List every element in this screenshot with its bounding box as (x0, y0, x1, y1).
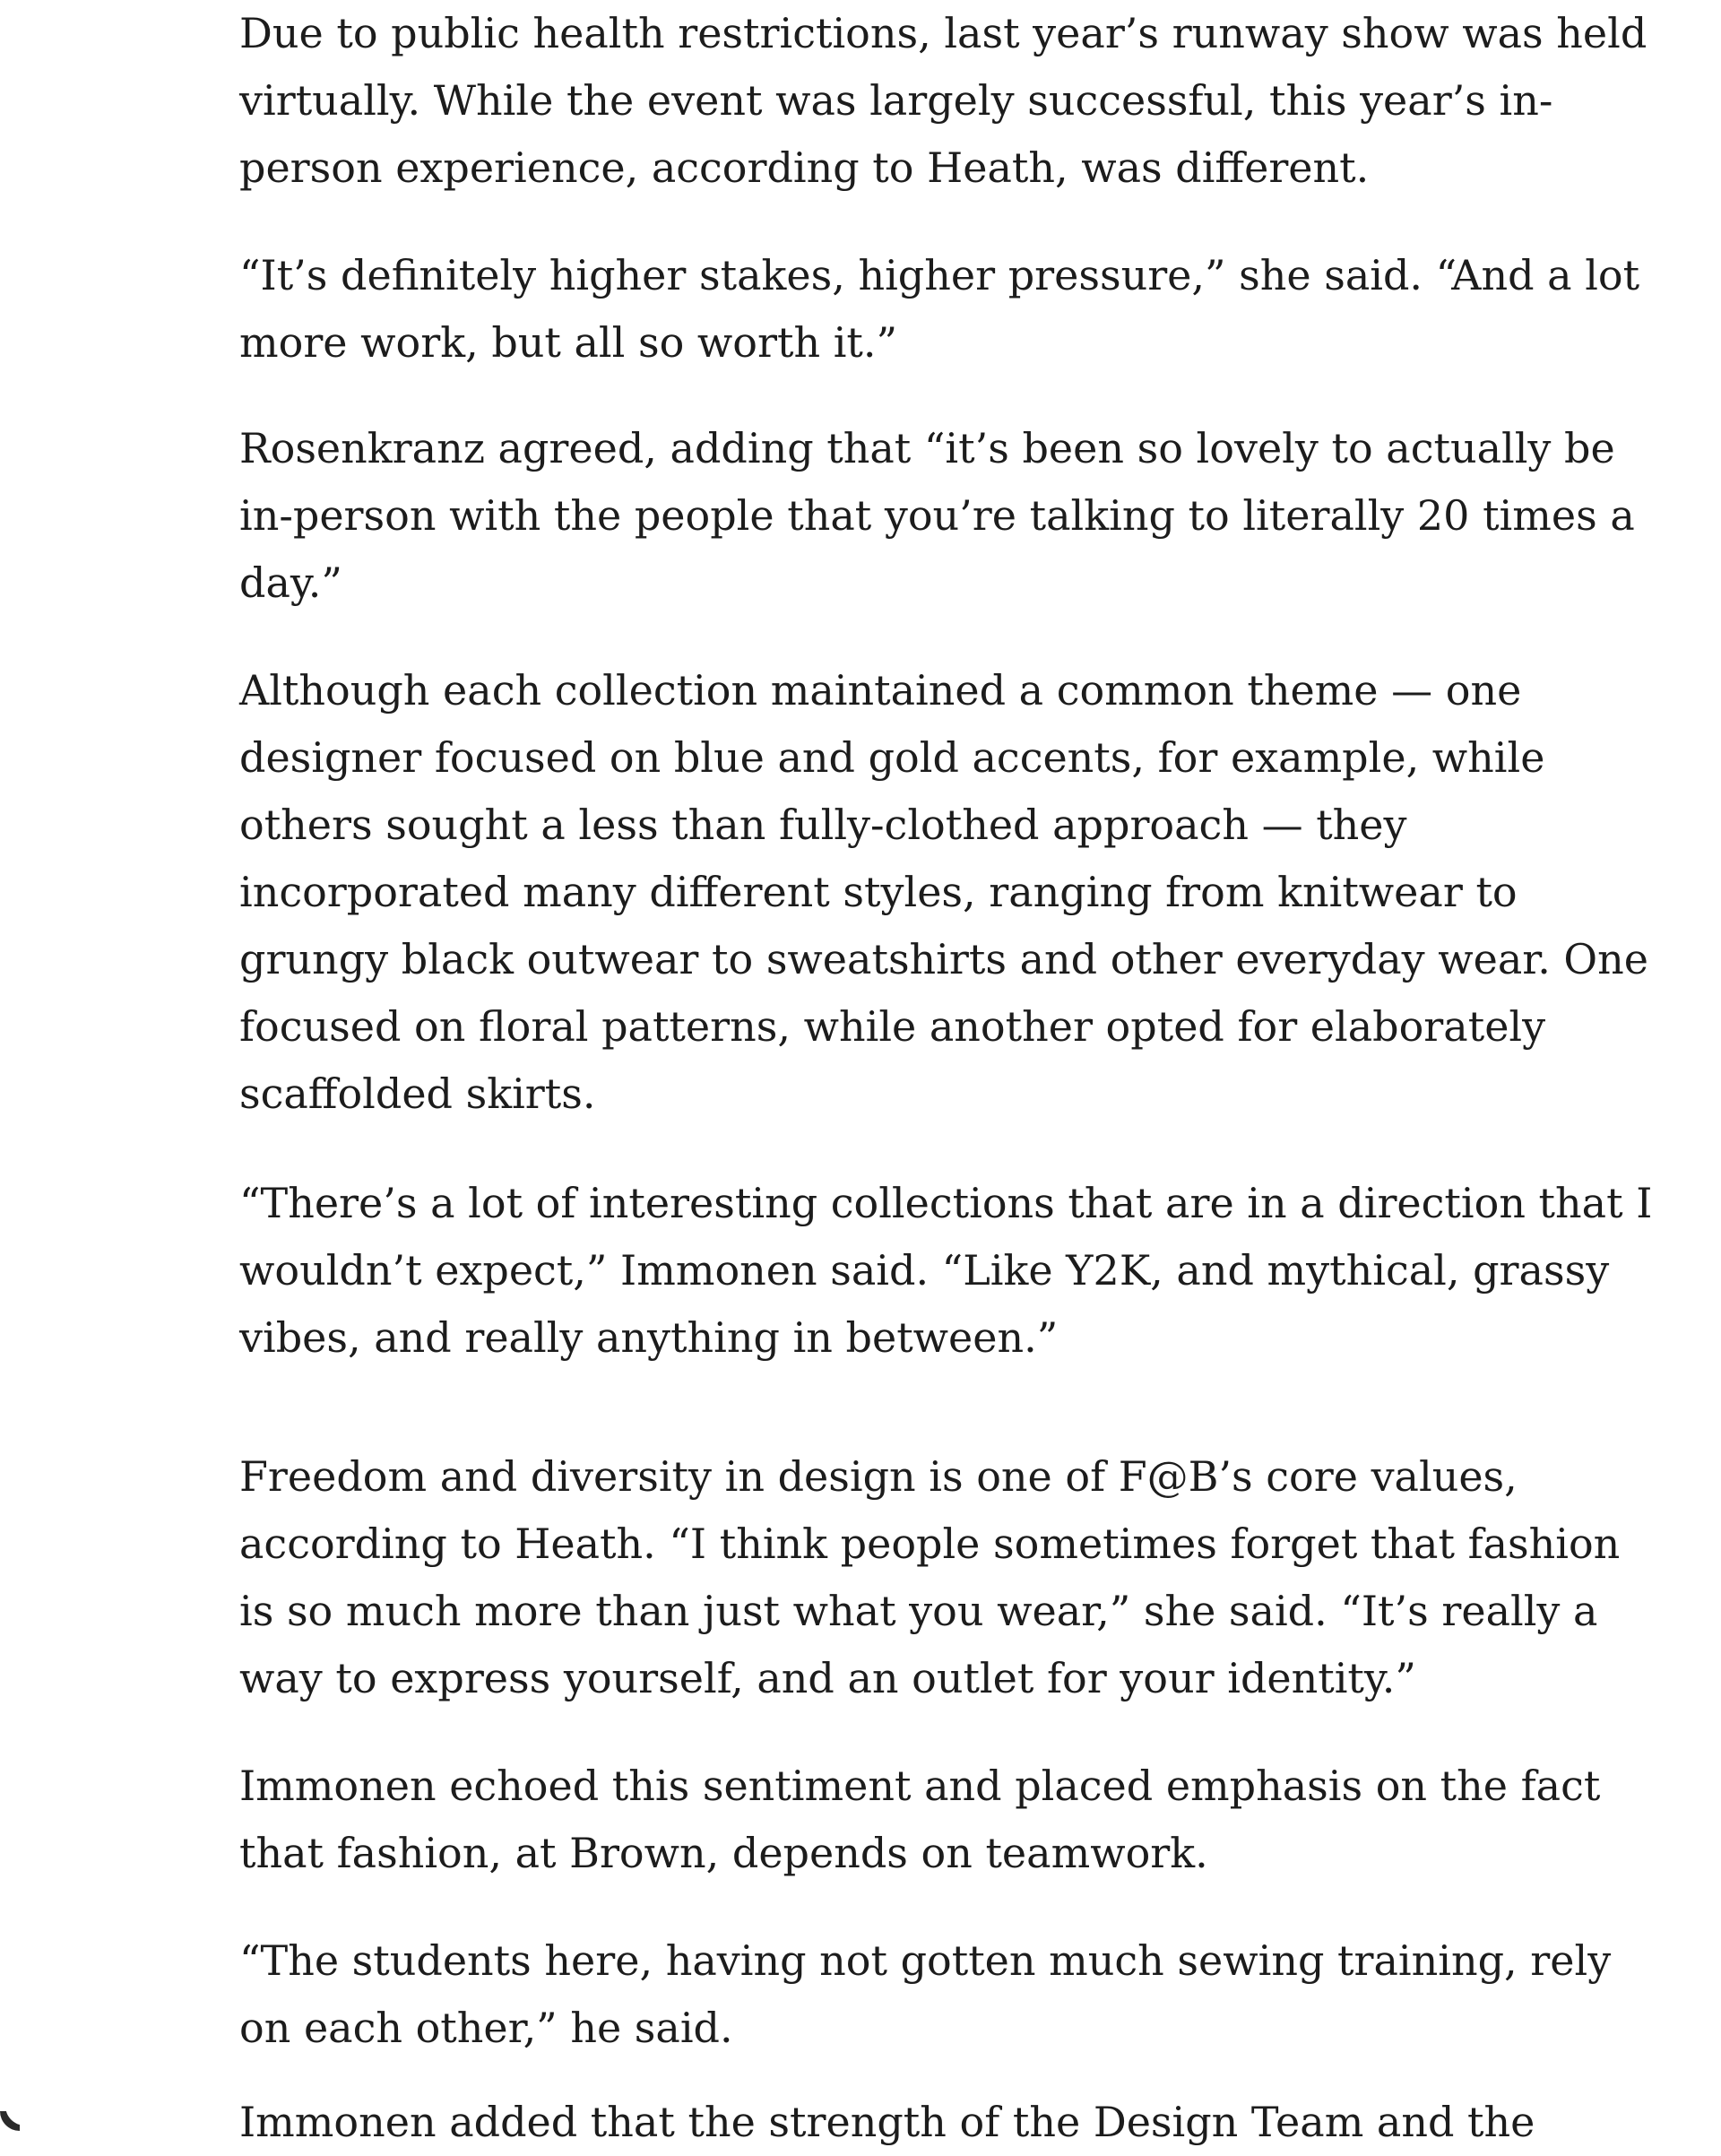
text-line: person experience, according to Heath, was different. (239, 143, 1370, 192)
text-line: “The students here, having not gotten much sewing training, rely (239, 1936, 1612, 1985)
text-line: vibes, and really anything in between.” (239, 1313, 1059, 1362)
text-line: on each other,” he said. (239, 2004, 733, 2052)
window-corner (0, 2111, 20, 2131)
paragraph-teamwork (239, 1753, 1600, 1887)
text-line: Due to public health restrictions, last year’s runway show was held (239, 9, 1647, 57)
text-line: Freedom and diversity in design is one of F@B’s core values, (239, 1452, 1518, 1501)
text-line: others sought a less than fully-clothed approach — they (239, 801, 1407, 849)
text-line: is so much more than just what you wear,” she said. “It’s really a (239, 1587, 1598, 1635)
paragraph-students-quote (239, 1927, 1611, 2062)
paragraph-rosenkranz (239, 415, 1635, 617)
text-line: Rosenkranz agreed, adding that “it’s been so lovely to actually be (239, 424, 1615, 472)
text-line: virtually. While the event was largely successful, this year’s in- (239, 76, 1553, 125)
text-line: way to express yourself, and an outlet for your identity.” (239, 1654, 1416, 1702)
paragraph-restrictions (239, 0, 1647, 202)
paragraph-freedom-diversity (239, 1443, 1620, 1712)
text-line: Although each collection maintained a common theme — one (239, 666, 1522, 714)
text-line: Immonen echoed this sentiment and placed emphasis on the fact (239, 1762, 1601, 1810)
text-line: more work, but all so worth it.” (239, 318, 898, 367)
text-line: scaffolded skirts. (239, 1069, 596, 1118)
paragraph-collections-theme (239, 657, 1648, 1128)
text-line: that fashion, at Brown, depends on teamwork. (239, 1829, 1208, 1877)
text-line: day.” (239, 558, 342, 607)
text-line: “There’s a lot of interesting collections that are in a direction that I (239, 1179, 1653, 1227)
text-line: designer focused on blue and gold accents, for example, while (239, 733, 1545, 782)
paragraph-higher-stakes-quote (239, 242, 1639, 377)
text-line: incorporated many different styles, ranging from knitwear to (239, 868, 1518, 916)
text-line: “It’s definitely higher stakes, higher pressure,” she said. “And a lot (239, 251, 1640, 299)
text-line: grungy black outwear to sweatshirts and other everyday wear. One (239, 935, 1648, 983)
paragraph-immonen-quote (239, 1170, 1652, 1372)
text-line: Immonen added that the strength of the Design Team and the (239, 2098, 1535, 2146)
text-line: wouldn’t expect,” Immonen said. “Like Y2K, and mythical, grassy (239, 1246, 1610, 1294)
text-line: according to Heath. “I think people sometimes forget that fashion (239, 1520, 1621, 1568)
text-line: in-person with the people that you’re talking to literally 20 times a (239, 491, 1635, 540)
text-line: focused on floral patterns, while another opted for elaborately (239, 1002, 1546, 1051)
paragraph-clipped-bottom (239, 2089, 1535, 2156)
